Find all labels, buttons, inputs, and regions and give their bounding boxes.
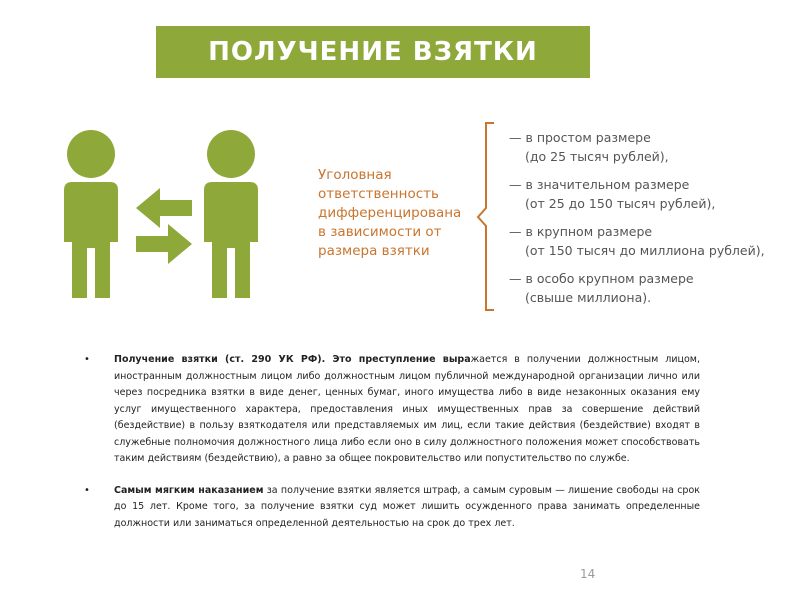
bullet-marker: • [84, 484, 90, 496]
bribe-size-list [509, 128, 789, 316]
level-range: (от 25 до 150 тысяч рублей), [525, 196, 716, 211]
illustration [60, 124, 280, 304]
level-range: (от 150 тысяч до миллиона рублей), [525, 243, 765, 258]
bullet-paragraph [80, 352, 700, 468]
arrow-right-icon [136, 224, 192, 264]
bullet-text: за получение взятки является штраф, а самым суровым — лишение свободы на срок до 15 лет. Кроме того, за получение взятки суд может лишить осужденного права занимать определенные должности или заниматься определенной деятельностью на срок до трех лет. [114, 484, 700, 529]
level-name: — в простом размере [509, 130, 651, 145]
bracket [474, 122, 502, 312]
level-name: — в крупном размере [509, 224, 653, 239]
bullet-list [80, 352, 700, 547]
lead-line: ответственность [318, 186, 439, 202]
bullet-text: жается в получении должностным лицом, иностранным должностным лицом либо должностным лицом публичной международной организации лично или через посредника взятки в виде денег, ценных бумаг, иного имущества либо в виде незаконных оказания ему услуг имущественного характера, предоставления иных имущественных прав за совершение действий (бездействие) в пользу взяткодателя или представляемых им лиц, если такие действия (бездействие) входят в служебные полномочия должностного лица либо если оно в силу должностного положения может способствовать таким действиям (бездействию), а равно за общее покровительство или попустительство по службе. [114, 354, 700, 464]
bullet-marker: • [84, 354, 90, 365]
person-icon [204, 130, 258, 298]
person-icon [64, 130, 118, 298]
arrow-left-icon [136, 188, 192, 228]
level-range: (до 25 тысяч рублей), [525, 149, 669, 164]
lead-line: в зависимости от [318, 224, 442, 240]
level-name: — в значительном размере [509, 177, 690, 192]
level-name: — в особо крупном размере [509, 271, 694, 286]
lead-line: Уголовная [318, 167, 392, 183]
list-item [509, 269, 789, 307]
lead-line: дифференцирована [318, 205, 462, 221]
title-banner [156, 26, 590, 78]
list-item [509, 128, 789, 166]
bullet-paragraph [80, 483, 700, 533]
bullet-bold-text: Получение взятки (ст. 290 УК РФ). Это преступление выра [114, 354, 471, 365]
page-title: ПОЛУЧЕНИЕ ВЗЯТКИ [208, 37, 538, 67]
lead-line: размера взятки [318, 243, 430, 259]
list-item [509, 175, 789, 213]
lead-text [318, 166, 488, 261]
list-item [509, 222, 789, 260]
level-range: (свыше миллиона). [525, 290, 652, 305]
bullet-bold-text: Самым мягким наказанием [114, 484, 264, 496]
page-number: 14 [580, 567, 596, 581]
